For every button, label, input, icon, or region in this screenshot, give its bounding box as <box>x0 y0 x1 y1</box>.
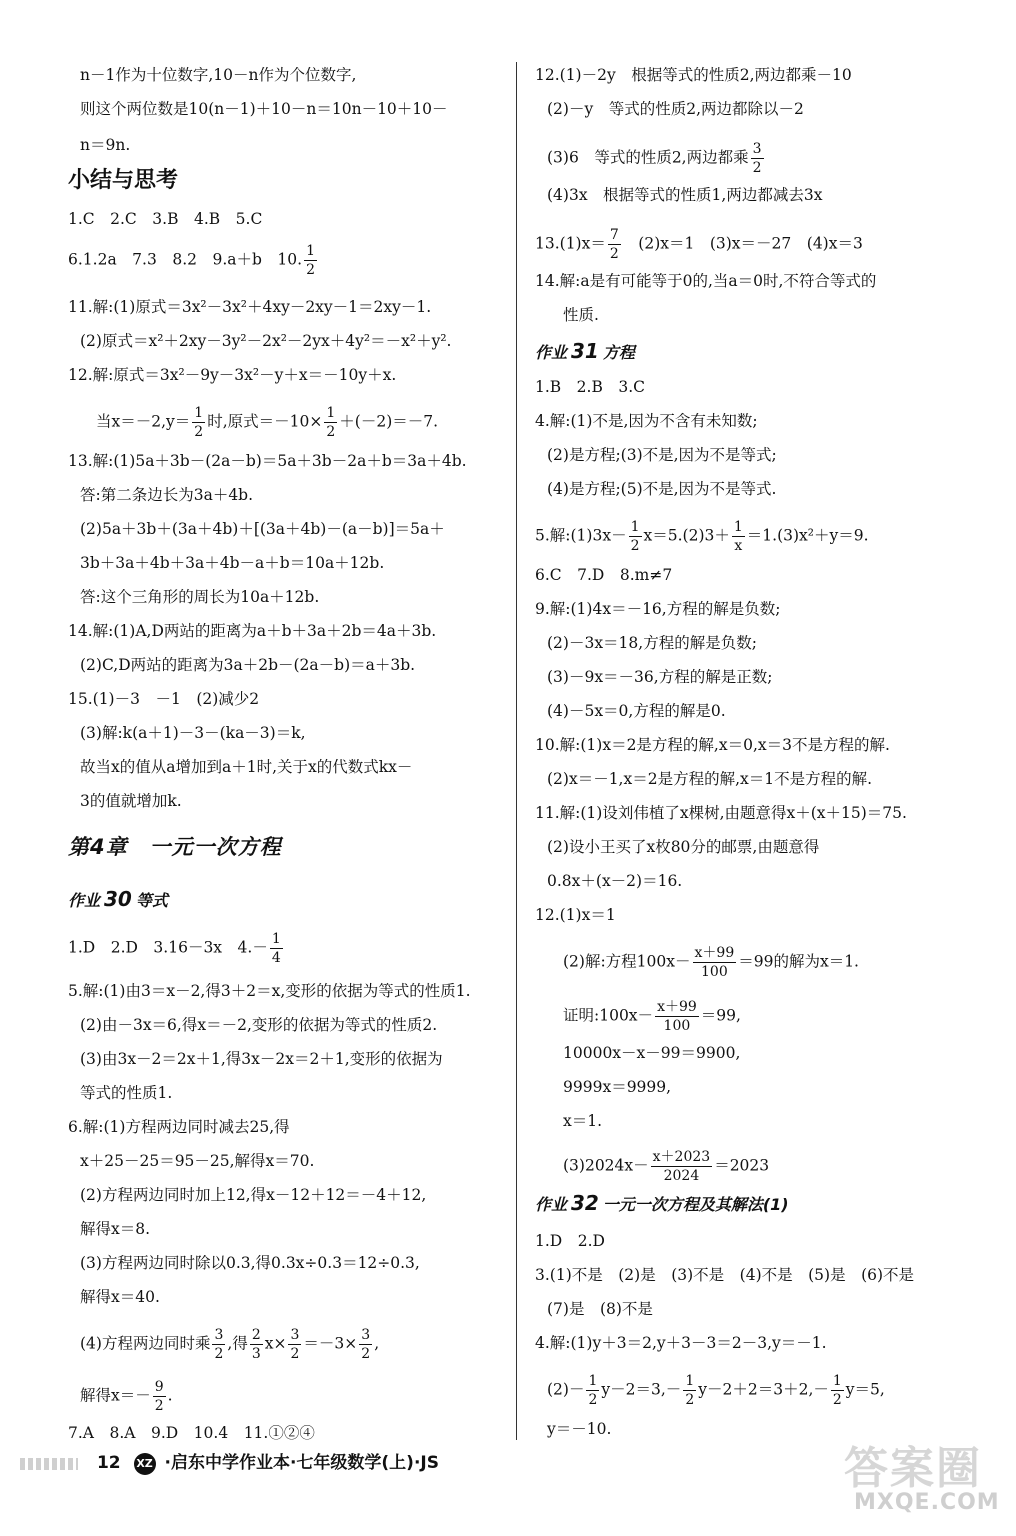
fraction-denominator: x <box>734 538 743 554</box>
answer-line: (2)x＝－1,x＝2是方程的解,x＝1不是方程的解. <box>547 770 873 788</box>
answer-line: (2)－3x＝18,方程的解是负数; <box>547 634 757 652</box>
answer-line: 15.(1)－3 －1 (2)减少2 <box>68 690 260 708</box>
answer-line: 等式的性质1. <box>80 1084 173 1102</box>
answer-line: 1.D 2.D <box>535 1232 605 1250</box>
answer-text: 解得x＝－ <box>80 1386 151 1405</box>
answer-line: 1.B 2.B 3.C <box>535 378 646 396</box>
answer-line: (2)原式＝x²＋2xy－3y²－2x²－2yx＋4y²＝－x²＋y². <box>80 332 452 350</box>
answer-text: 证明:100x－ <box>563 1006 654 1025</box>
answer-line: 答:第二条边长为3a＋4b. <box>80 486 254 504</box>
answer-text: ＝1.(3)x²＋y＝9. <box>746 526 869 545</box>
answer-line <box>547 1374 885 1407</box>
answer-line: 10000x－x－99＝9900, <box>563 1044 741 1062</box>
answer-line: (2)是方程;(3)不是,因为不是等式; <box>547 446 777 464</box>
fraction <box>324 406 337 439</box>
answer-line: (4)是方程;(5)不是,因为不是等式. <box>547 480 777 498</box>
fraction-denominator: 2 <box>326 424 336 440</box>
answer-line: 6.C 7.D 8.m≠7 <box>535 566 673 584</box>
answer-line: 解得x＝40. <box>80 1288 160 1306</box>
answer-line: x＝1. <box>563 1112 603 1130</box>
homework-title: 等式 <box>135 891 168 910</box>
answer-line: 3.(1)不是 (2)是 (3)不是 (4)不是 (5)是 (6)不是 <box>535 1266 915 1284</box>
fraction-denominator: 2 <box>194 424 204 440</box>
fraction-numerator: 3 <box>361 1327 371 1343</box>
watermark-url: MXQE.COM <box>854 1490 1000 1515</box>
answer-line: 解得x＝8. <box>80 1220 151 1238</box>
answer-line: (3)由3x－2＝2x＋1,得3x－2x＝2＋1,变形的依据为 <box>80 1050 443 1068</box>
answer-text: x× <box>264 1334 287 1353</box>
answer-text: y＝5, <box>845 1380 885 1399</box>
answer-line: 故当x的值从a增加到a＋1时,关于x的代数式kx－ <box>80 758 413 776</box>
answer-line: 4.解:(1)y＋3＝2,y＋3－3＝2－3,y＝－1. <box>535 1334 827 1352</box>
homework-number: 30 <box>104 887 132 911</box>
answer-line: 12.(1)－2y 根据等式的性质2,两边都乘－10 <box>535 66 852 84</box>
page-footer <box>20 1448 439 1475</box>
fraction <box>683 1374 696 1407</box>
answer-line: 3的值就增加k. <box>80 792 182 810</box>
answer-line: 6.解:(1)方程两边同时减去25,得 <box>68 1118 290 1136</box>
answer-line: 13.解:(1)5a＋3b－(2a－b)＝5a＋3b－2a＋b＝3a＋4b. <box>68 452 467 470</box>
answer-text: 13.(1)x＝ <box>535 234 606 253</box>
fraction-numerator: 2 <box>251 1327 261 1343</box>
answer-text: ,得 <box>227 1334 248 1353</box>
fraction <box>629 520 642 553</box>
answer-text: (3)2024x－ <box>563 1156 649 1175</box>
answer-line: 则这个两位数是10(n－1)＋10－n＝10n－10＋10－ <box>80 100 448 118</box>
answer-line: 7.A 8.A 9.D 10.4 11.①②④ <box>68 1424 315 1442</box>
fraction-denominator: 2 <box>214 1346 224 1362</box>
answer-line: 14.解:(1)A,D两站的距离为a＋b＋3a＋2b＝4a＋3b. <box>68 622 437 640</box>
fraction-denominator: 2 <box>154 1398 164 1414</box>
fraction-numerator: 1 <box>588 1373 598 1389</box>
answer-line: x＋25－25＝95－25,解得x＝70. <box>80 1152 315 1170</box>
answer-line <box>535 228 863 261</box>
answer-line: (4)－5x＝0,方程的解是0. <box>547 702 726 720</box>
fraction <box>586 1374 599 1407</box>
answer-line: n－1作为十位数字,10－n作为个位数字, <box>80 66 357 84</box>
fraction-numerator: 1 <box>733 519 743 535</box>
answer-text: 当x＝－2,y＝ <box>96 412 191 431</box>
fraction-denominator: 2 <box>752 160 762 176</box>
fraction-denominator: 2 <box>588 1392 598 1408</box>
answer-line <box>535 520 869 553</box>
answer-text: ＋(－2)＝－7. <box>339 412 439 431</box>
answer-text: ＝－3× <box>303 1334 358 1353</box>
answer-line: 答:这个三角形的周长为10a＋12b. <box>80 588 320 606</box>
answer-line <box>563 1150 769 1183</box>
fraction-numerator: 1 <box>832 1373 842 1389</box>
answer-line: 性质. <box>563 306 599 324</box>
fraction-denominator: 4 <box>271 950 281 966</box>
fraction-denominator: 2 <box>306 262 316 278</box>
fraction-numerator: 9 <box>154 1379 164 1395</box>
answer-line <box>68 932 285 965</box>
fraction-denominator: 100 <box>701 964 728 980</box>
answer-line: n＝9n. <box>80 136 131 154</box>
answer-text: 时,原式＝－10× <box>207 412 323 431</box>
homework-number: 31 <box>571 339 599 363</box>
fraction-numerator: 1 <box>271 931 281 947</box>
fraction <box>192 406 205 439</box>
answer-line: (2)－y 等式的性质2,两边都除以－2 <box>547 100 804 118</box>
fraction <box>751 142 764 175</box>
answer-line <box>80 1328 379 1361</box>
answer-text: ＝99的解为x＝1. <box>738 952 859 971</box>
fraction <box>732 520 745 553</box>
publisher-logo-icon: XZ <box>134 1453 156 1475</box>
answer-text: x＝5.(2)3＋ <box>643 526 730 545</box>
answer-line: 1.C 2.C 3.B 4.B 5.C <box>68 210 263 228</box>
homework-prefix: 作业 <box>68 891 101 910</box>
answer-line: (3)解:k(a＋1)－3－(ka－3)＝k, <box>80 724 306 742</box>
page-number: 12 <box>96 1453 121 1473</box>
answer-text: . <box>167 1386 173 1405</box>
fraction-numerator: 1 <box>194 405 204 421</box>
answer-line: 4.解:(1)不是,因为不含有未知数; <box>535 412 758 430</box>
fraction-numerator: 3 <box>290 1327 300 1343</box>
chapter-title: 第4章 一元一次方程 <box>68 835 282 859</box>
answer-line: y＝－10. <box>547 1420 612 1438</box>
fraction <box>153 1380 166 1413</box>
fraction-numerator: 7 <box>609 227 619 243</box>
answer-text: (2)－ <box>547 1380 585 1399</box>
fraction-denominator: 2024 <box>663 1168 700 1184</box>
answer-text: (4)方程两边同时乘 <box>80 1334 211 1353</box>
fraction <box>212 1328 225 1361</box>
fraction-denominator: 100 <box>663 1018 691 1034</box>
answer-line: (2)方程两边同时加上12,得x－12＋12＝－4＋12, <box>80 1186 427 1204</box>
answer-line: 10.解:(1)x＝2是方程的解,x＝0,x＝3不是方程的解. <box>535 736 890 754</box>
watermark <box>838 1428 998 1524</box>
fraction-numerator: 1 <box>685 1373 695 1389</box>
answer-text: y－2＝3,－ <box>601 1380 682 1399</box>
fraction <box>359 1328 372 1361</box>
answer-text: ＝2023 <box>714 1156 770 1175</box>
homework-heading <box>535 1192 789 1216</box>
homework-heading <box>535 340 635 364</box>
fraction-denominator: 2 <box>609 246 619 262</box>
answer-line: 9999x＝9999, <box>563 1078 672 1096</box>
answer-text: (2)x＝1 (3)x＝－27 (4)x＝3 <box>638 234 863 253</box>
fraction-denominator: 2 <box>685 1392 695 1408</box>
answer-line: (7)是 (8)不是 <box>547 1300 653 1318</box>
answer-text: 1.D 2.D 3.16－3x 4.－ <box>68 938 268 957</box>
book-title: ·启东中学作业本·七年级数学(上)·JS <box>164 1453 439 1473</box>
answer-line: (2)C,D两站的距离为3a＋2b－(2a－b)＝a＋3b. <box>80 656 416 674</box>
fraction-numerator: x＋2023 <box>652 1149 711 1165</box>
fraction <box>651 1150 713 1183</box>
answer-line <box>563 946 859 979</box>
decorative-stripes <box>20 1458 78 1470</box>
fraction-denominator: 2 <box>630 538 640 554</box>
answer-line: 0.8x＋(x－2)＝16. <box>547 872 683 890</box>
fraction-numerator: x＋99 <box>657 999 697 1015</box>
answer-line <box>96 406 438 439</box>
answer-line: 3b＋3a＋4b＋3a＋4b－a＋b＝10a＋12b. <box>80 554 385 572</box>
fraction-numerator: 1 <box>326 405 336 421</box>
fraction-numerator: 3 <box>214 1327 224 1343</box>
fraction-numerator: 3 <box>752 141 762 157</box>
homework-prefix: 作业 <box>535 1195 568 1214</box>
fraction <box>655 1000 699 1033</box>
fraction-numerator: x＋99 <box>694 945 735 961</box>
fraction <box>250 1328 263 1361</box>
fraction <box>693 946 737 979</box>
answer-line <box>563 1000 741 1033</box>
answer-line: (2)5a＋3b＋(3a＋4b)＋[(3a＋4b)－(a－b)]＝5a＋ <box>80 520 445 538</box>
homework-prefix: 作业 <box>535 343 568 362</box>
answer-line: (3)方程两边同时除以0.3,得0.3x÷0.3＝12÷0.3, <box>80 1254 420 1272</box>
answer-line <box>547 142 766 175</box>
section-title: 小结与思考 <box>68 168 179 193</box>
fraction-denominator: 2 <box>832 1392 842 1408</box>
fraction <box>608 228 621 261</box>
answer-line: 12.解:原式＝3x²－9y－3x²－y＋x＝－10y＋x. <box>68 366 397 384</box>
answer-line: (4)3x 根据等式的性质1,两边都减去3x <box>547 186 823 204</box>
answer-text: ＝99, <box>700 1006 741 1025</box>
homework-heading <box>68 888 168 912</box>
answer-line: (2)由－3x＝6,得x＝－2,变形的依据为等式的性质2. <box>80 1016 438 1034</box>
homework-title: 方程 <box>602 343 635 362</box>
answer-line: (3)－9x＝－36,方程的解是正数; <box>547 668 773 686</box>
answer-line: 14.解:a是有可能等于0的,当a＝0时,不符合等式的 <box>535 272 877 290</box>
answer-text: , <box>374 1334 380 1353</box>
answer-text: 6.1.2a 7.3 8.2 9.a＋b 10. <box>68 250 303 269</box>
fraction-denominator: 3 <box>251 1346 261 1362</box>
watermark-logo: 答案圈 <box>844 1443 982 1494</box>
fraction <box>304 244 317 277</box>
answer-line: 9.解:(1)4x＝－16,方程的解是负数; <box>535 600 781 618</box>
fraction <box>831 1374 844 1407</box>
fraction-numerator: 1 <box>630 519 640 535</box>
answer-line: 12.(1)x＝1 <box>535 906 616 924</box>
fraction-denominator: 2 <box>290 1346 300 1362</box>
fraction <box>270 932 283 965</box>
answer-text: 5.解:(1)3x－ <box>535 526 627 545</box>
answer-line: 5.解:(1)由3＝x－2,得3＋2＝x,变形的依据为等式的性质1. <box>68 982 471 1000</box>
answer-line <box>68 244 319 277</box>
answer-line: 11.解:(1)原式＝3x²－3x²＋4xy－2xy－1＝2xy－1. <box>68 298 432 316</box>
answer-line: (2)设小王买了x枚80分的邮票,由题意得 <box>547 838 820 856</box>
fraction <box>288 1328 301 1361</box>
answer-text: (3)6 等式的性质2,两边都乘 <box>547 148 749 167</box>
answer-text: (2)解:方程100x－ <box>563 952 691 971</box>
fraction-numerator: 1 <box>306 243 316 259</box>
homework-number: 32 <box>571 1191 599 1215</box>
homework-title: 一元一次方程及其解法(1) <box>602 1195 789 1214</box>
fraction-denominator: 2 <box>361 1346 371 1362</box>
answer-line: 11.解:(1)设刘伟植了x棵树,由题意得x＋(x＋15)＝75. <box>535 804 907 822</box>
answer-line <box>80 1380 173 1413</box>
answer-text: y－2＋2＝3＋2,－ <box>698 1380 829 1399</box>
column-divider <box>516 62 517 1440</box>
